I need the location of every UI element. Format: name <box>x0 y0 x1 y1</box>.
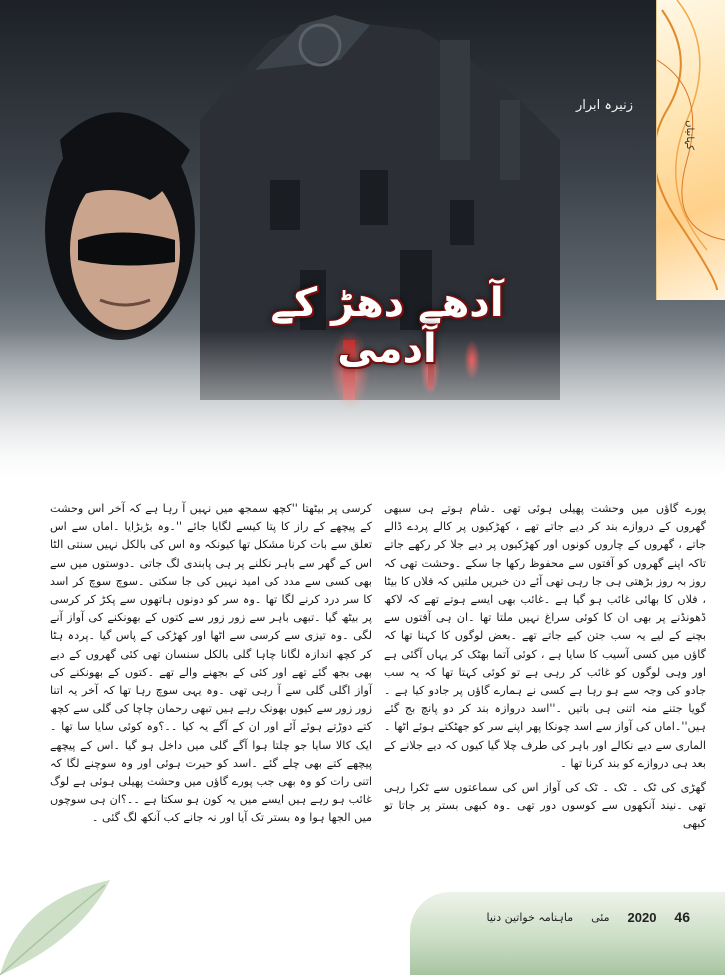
paragraph: کرسی پر بیٹھتا ''کچھ سمجھ میں نہیں آ رہا ہے کہ آخر اس وحشت کے پیچھے کے راز کا پتا کیسے لگایا جائے ''۔وہ بڑبڑایا ۔اماں سے اس تعلق سے بات کرنا مشکل تھا کیونکہ وہ اس کی بالکل نہیں سنتی الٹا اس کے گھر سے باہر نکلنے پر ہی پابندی لگ جاتی ۔دوستوں میں سے بھی کسی سے مدد کی امید نہیں کی جا سکتی ۔سوچ سوچ کر اسد کا سر درد کرنے لگا تھا ۔وہ سر کو دونوں ہاتھوں سے پکڑ کر کرسی پر بیٹھ گیا ۔تبھی باہر سے زور زور سے کتوں کے بھونکنے کی آواز آنے لگی ۔وہ تیزی سے کرسی سے اٹھا اور کھڑکی کے پاس گیا ۔پردہ ہٹا کر کچھ اندازہ لگانا چاہا گلی بالکل سنسان تھی کئی گھروں کے دیے بھی بجھ گئے تھے اور کئی کے بجھنے والے تھے ۔کتوں کے بھونکنے کی آواز اگلی گلی سے آ رہی تھی ۔وہ یہی سوچ رہا تھا کہ آخر یہ اتنا زور زور سے کیوں بھونک رہے ہیں تبھی رحمان چاچا کی گلی سے کچھ کتے دوڑتے ہوئے آئے اور ان کے آگے یہ کیا ۔۔؟وہ کوئی سایا سا تھا ۔ایک کالا سایا جو چلتا ہوا آگے گلی میں داخل ہو گیا ۔اس کے پیچھے پیچھے کتے بھی چلے گئے ۔اسد کو حیرت ہوئی اور وہ سوچنے لگا کہ اتنی رات کو وہ بھی جب پورے گاؤں میں وحشت پھیلی ہوئی ہے لوگ غائب ہو رہے ہیں ایسے میں یہ کون ہو سکتا ہے ۔۔؟ان ہی سوچوں میں الجھا ہوا وہ بستر تک آیا اور نہ جانے کب آنکھ لگ گئی ۔ <box>50 502 372 825</box>
author-name: زنیرہ ابرار <box>575 98 633 113</box>
article-column-right <box>384 500 706 840</box>
category-label: کہانیاں <box>684 120 695 150</box>
magazine-name: ماہنامہ خواتین دنیا <box>486 910 574 924</box>
article-column-left <box>50 500 372 834</box>
issue-year: 2020 <box>627 909 657 925</box>
paragraph: گھڑی کی ٹک ۔ ٹک ۔ ٹک کی آواز اس کی سماعتوں سے ٹکرا رہی تھی ۔نیند آنکھوں سے کوسوں دور تھی ۔وہ کبھی بستر پر جاتا تو کبھی <box>384 781 706 831</box>
hero-illustration <box>0 0 725 480</box>
paragraph: پورے گاؤں میں وحشت پھیلی ہوئی تھی ۔شام ہوتے ہی سبھی گھروں کے دروازے بند کر دیے جاتے تھے ، کھڑکیوں پر کالے پردے ڈالے جاتے ، گھروں کے چاروں کونوں اور کھڑکیوں پر دیے جلا کر رکھے جاتے تاکہ اپنے گھروں کو آفتوں سے محفوظ رکھا جا سکے ۔وحشت تھی کہ روز بہ روز بڑھتی ہی جا رہی تھی آئے دن خبریں ملتیں کہ فلاں کا بیٹا ، فلاں کا بھائی غائب ہو گیا ہے ۔غائب بھی ایسے ہوتے تھے کہ لاکھ ڈھونڈنے پر بھی ان کا کوئی سراغ نہیں ملتا تھا ۔ان ہی آفتوں سے بچنے کے لیے یہ سب جتن کیے جاتے تھے ۔بعض لوگوں کا کہنا تھا کہ گاؤں میں کسی آسیب کا سایا ہے ، کوئی آتما بھٹک کر یہاں آگئی ہے اور وہی لوگوں کو غائب کر رہی ہے تو کوئی کہتا تھا کہ یہ سب جادو کی وجہ سے ہو رہا ہے کسی نے ہمارے گاؤں پر جادو کیا ہے ۔گویا جتنے منہ اتنی ہی باتیں ۔''اسد دروازہ بند کر دو پانچ بج گئے ہیں''۔اماں کی آواز سے اسد چونکا پھر اپنے سر کو جھٹکتے ہوئے اٹھا ۔الماری سے دیے نکالے اور باہر کی طرف چلا گیا کیوں کہ دیے جلانے کے بعد ہی دروازے کو بند کرنا تھا ۔ <box>384 502 706 770</box>
leaf-decoration-icon <box>0 860 120 975</box>
page-footer <box>440 907 690 927</box>
footer-band <box>410 892 725 975</box>
haunted-castle-artwork <box>0 0 725 480</box>
page-number: 46 <box>674 909 690 925</box>
issue-month: مئی <box>591 910 610 924</box>
story-title: آدھے دھڑ کے آدمی <box>270 280 504 372</box>
